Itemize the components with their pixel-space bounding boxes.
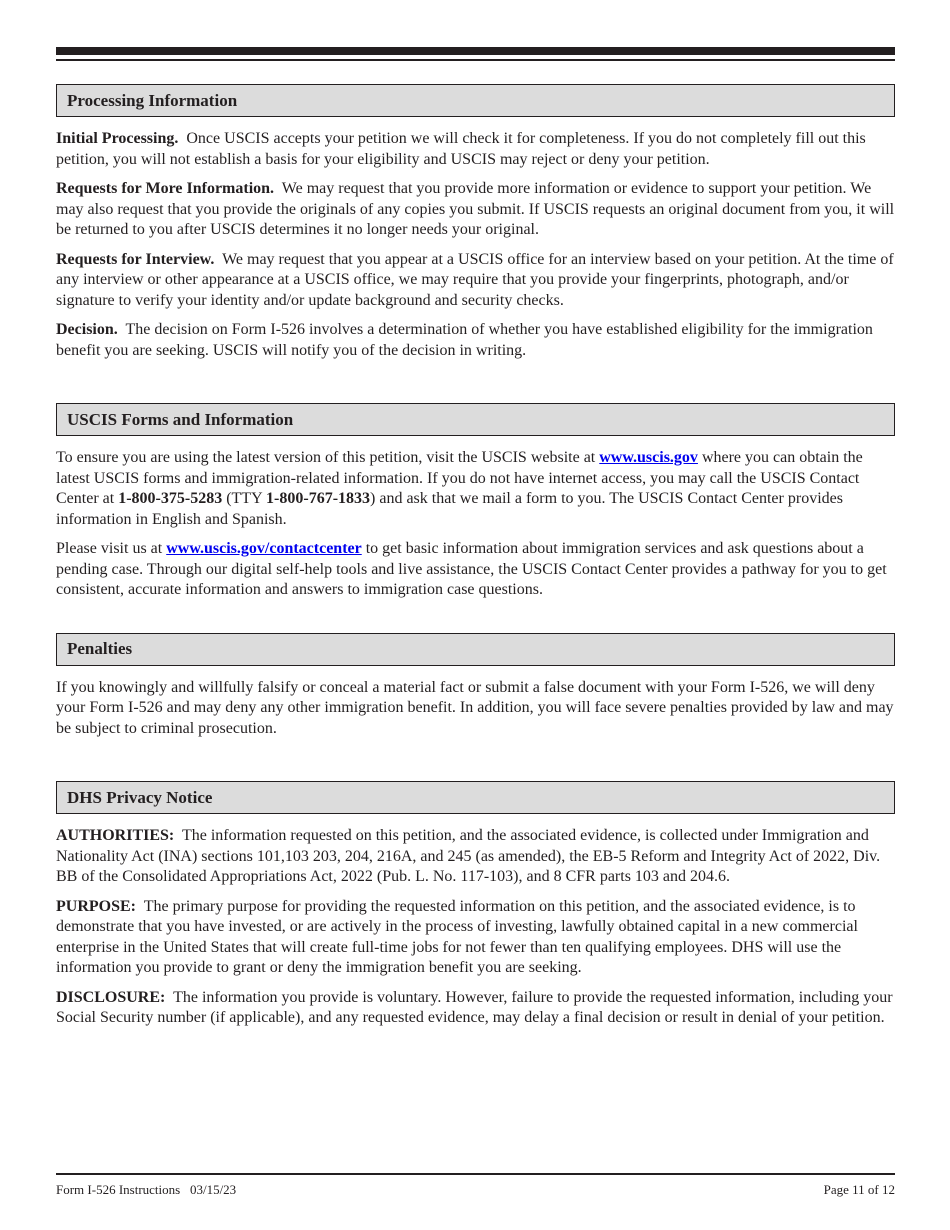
paragraph-authorities [56,826,895,888]
uscis-website-link[interactable]: www.uscis.gov [599,449,698,466]
paragraph-initial-processing [56,129,895,170]
paragraph-label: PURPOSE: [56,897,136,915]
page-content [56,84,895,1029]
paragraph-text: ) and ask that we mail a form to you. The USCIS Contact Center provides information in English and Spanish. [56,490,843,528]
paragraph-text: to get basic information about immigration services and ask questions about a pending case. Through our digital self-help tools and live assistance, the USCIS Contact Center provides a pathway for you to get consistent, accurate information and answers to immigration case questions. [56,540,887,598]
paragraph-label: Requests for More Information. [56,180,275,197]
paragraph-text: The decision on Form I-526 involves a determination of whether you have established eligibility for the immigration benefit you are seeking. USCIS will notify you of the decision in writing. [56,321,873,359]
footer-page-number: Page 11 of 12 [823,1182,895,1197]
paragraph-label: Decision. [56,321,118,338]
paragraph-disclosure [56,988,895,1029]
contact-phone: 1-800-375-5283 [118,490,223,507]
section-title: Penalties [67,639,133,658]
section-header-privacy [56,781,895,814]
paragraph-text: We may request that you appear at a USCIS office for an interview based on your petition. At the time of any interview or other appearance at a USCIS office, we may require that you provide your fingerprints, photograph, and/or signature to verify your identity and/or update background and security checks. [56,250,894,309]
paragraph-text: We may request that you provide more information or evidence to support your petition. We may also request that you provide the originals of any copies you submit. If USCIS requests an original document from you, it will be returned to you after USCIS determines it no longer needs your original. [56,180,895,238]
paragraph-text: The primary purpose for providing the requested information on this petition, and the associated evidence, is to demonstrate that you have invested, or are actively in the process of investing, lawfully obtained capital in a new commercial enterprise in the United States that will create full-time jobs for not fewer than ten qualifying employees. DHS will use the information you provide to grant or deny the immigration benefit you are seeking. [56,897,858,976]
paragraph-purpose [56,897,895,979]
section-header-processing [56,84,895,117]
section-header-penalties [56,633,895,666]
paragraph-text: Once USCIS accepts your petition we will check it for completeness. If you do not completely fill out this petition, you will not establish a basis for your eligibility and USCIS may reject or deny your petition. [56,130,866,168]
contact-center-link[interactable]: www.uscis.gov/contactcenter [166,540,362,557]
section-header-forms [56,403,895,436]
tty-phone: 1-800-767-1833 [266,490,371,507]
paragraph-text: The information requested on this petition, and the associated evidence, is collected under Immigration and Nationality Act (INA) sections 101,103 203, 204, 216A, and 245 (as amended), the EB-5 Reform and Integrity Act of 2022, Div. BB of the Consolidated Appropriations Act, 2022 (Pub. L. No. 117-103), and 8 CFR parts 103 and 204.6. [56,827,881,885]
paragraph-forms-website [56,448,895,530]
footer-form-name: Form I-526 Instructions 03/15/23 [56,1182,237,1197]
paragraph-label: DISCLOSURE: [56,988,166,1006]
paragraph-text: If you knowingly and willfully falsify or conceal a material fact or submit a false document with your Form I-526, we will deny your Form I-526 and may deny any other immigration benefit. In addition, you will face severe penalties provided by law and may be subject to criminal prosecution. [56,678,894,737]
top-rule-thin [56,59,895,61]
paragraph-requests-interview [56,250,895,312]
paragraph-label: Initial Processing. [56,130,179,147]
paragraph-requests-more-info [56,179,895,241]
section-title: DHS Privacy Notice [67,787,213,807]
paragraph-contact-center [56,539,895,601]
paragraph-decision [56,320,895,361]
paragraph-text: where you can obtain the latest USCIS forms and immigration-related information. If you do not have internet access, you may call the USCIS Contact Center at [56,449,863,507]
paragraph-text: (TTY [222,490,267,507]
top-rule-thick [56,47,895,55]
paragraph-text: Please visit us at [56,540,167,557]
paragraph-label: AUTHORITIES: [56,827,175,844]
footer-rule [56,1173,895,1175]
paragraph-text: The information you provide is voluntary. However, failure to provide the requested information, including your Social Security number (if applicable), and any requested evidence, may delay a final decision or result in denial of your petition. [56,988,893,1026]
section-title: USCIS Forms and Information [67,409,294,429]
paragraph-text: To ensure you are using the latest version of this petition, visit the USCIS website at [56,449,600,466]
paragraph-label: Requests for Interview. [56,250,215,268]
paragraph-penalties [56,678,895,740]
section-title: Processing Information [67,90,238,110]
